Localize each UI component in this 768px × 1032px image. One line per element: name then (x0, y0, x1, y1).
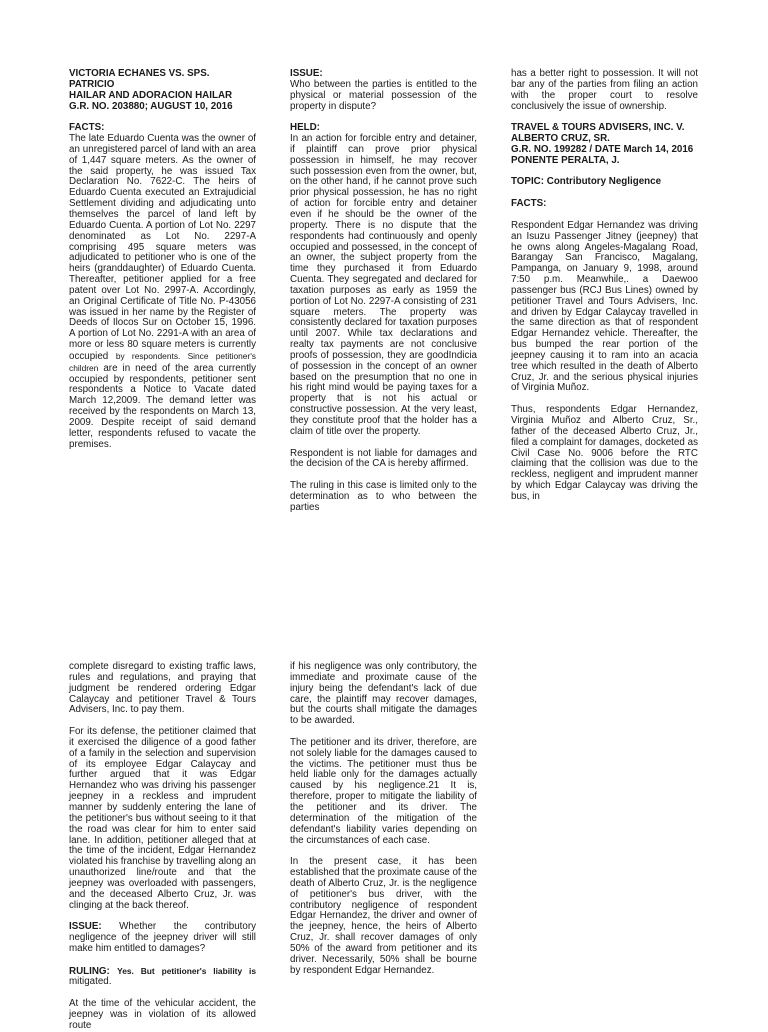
continuation-paragraph: has a better right to possession. It will not bar any of the parties from filing an action with the proper court to resolve conclusively the issue of ownership. (511, 68, 698, 112)
ruling-limit-paragraph: The ruling in this case is limited only to the determination as to who between the parties (290, 480, 477, 513)
ruling-heading: RULING: (69, 965, 110, 977)
case-title-line-2: HAILAR AND ADORACION HAILAR (69, 89, 233, 101)
liability-paragraph: The petitioner and its driver, therefore, are not solely liable for the damages caused to the victims. The petitioner must thus be held liable only for the damages actually caused by his negligence.21 It is, therefore, proper to mitigate the liability of the petitioner and its driver. The determination of the mitigation of the defendant's liability varies depending on the circumstances of each case. (290, 736, 477, 846)
case2-title-line-2: ALBERTO CRUZ, SR. (511, 133, 610, 145)
case2-title-line-1: TRAVEL & TOURS ADVISERS, INC. V. (511, 122, 685, 134)
case2-title-line-3: G.R. NO. 199282 / DATE March 14, 2016 (511, 143, 694, 155)
case2-facts-paragraph: Respondent Edgar Hernandez was driving an Isuzu Passenger Jitney (jeepney) that he owns along Angeles-Magalang Road, Barangay San Francisco, Magalang, Pampanga, on January 9, 1998, around 7:50 p.m. Meanwhile,. a Daewoo passenger bus (RCJ Bus Lines) owned by petitioner Travel and Tours Advisers, Inc. and driven by Edgar Calaycay travelled in the same direction as that of respondent Edgar Hernandez vehicle. Thereafter, the bus bumped the rear portion of the jeepney causing it to ram into an acacia tree which resulted in the death of Alberto Cruz, Jr. and the serious physical injuries of Virginia Muñoz. (511, 219, 698, 394)
topic-heading: TOPIC: Contributory Negligence (511, 176, 662, 188)
contributory-paragraph: if his negligence was only contributory, the immediate and proximate cause of the injury being the defendant's lack of due care, the plaintiff may recover damages, but the courts shall mitigate the damages to be awarded. (290, 661, 477, 727)
case-title-line-1: VICTORIA ECHANES VS. SPS. PATRICIO (69, 68, 210, 90)
facts-paragraph (69, 134, 256, 450)
issue-paragraph: Who between the parties is entitled to the physical or material possession of the property in dispute? (290, 78, 477, 112)
page2-column-1 (69, 662, 256, 1032)
case-title-line-3: G.R. NO. 203880; AUGUST 10, 2016 (69, 100, 233, 112)
issue-heading: ISSUE: (69, 921, 102, 933)
document-page-1 (0, 0, 768, 512)
issue-text: Whether the contributory negligence of the jeepney driver will still make him entitled to damages? (69, 921, 256, 954)
present-case-paragraph: In the present case, it has been established that the proximate cause of the death of Alberto Cruz, Jr. is the negligence of petitioner's bus driver, with the contributory negligence of respondent Edgar Hernandez, the driver and owner of the jeepney, hence, the heirs of Alberto Cruz, Jr. shall recover damages of only 50% of the award from petitioner and its driver. Necessarily, 50% shall be bourne by respondent Edgar Hernandez. (290, 856, 477, 976)
respondent-paragraph: Respondent is not liable for damages and the decision of the CA is hereby affirmed. (290, 447, 477, 470)
case2-complaint-paragraph: Thus, respondents Edgar Hernandez, Virginia Muñoz and Alberto Cruz, Sr., father of the deceased Alberto Cruz, Jr., filed a complaint for damages, docketed as Civil Case No. 9006 before the RTC claiming that the collision was due to the reckless, negligent and imprudent manner by which Edgar Calaycay was driving the bus, in (511, 404, 698, 502)
facts-text: The late Eduardo Cuenta was the owner of an unregistered parcel of land with an area of 1,447 square meters. As the owner of the said property, he was issued Tax Declaration No. 7622-C. The heirs of Eduardo Cuenta executed an Extrajudicial Settlement dividing and adjudicating unto themselves the parcel of land left by Eduardo Cuenta. A portion of Lot No. 2297 denominated as Lot No. 2297-A comprising 495 square meters was adjudicated to petitioner who is one of the heirs (granddaughter) of Eduardo Cuenta. Thereafter, petitioner applied for a free patent over Lot No. 2997-A. Accordingly, an Original Certificate of Title No. P-43056 was issued in her name by the Register of Deeds of Ilocos Sur on October 15, 1996. A portion of Lot No. 2291-A with an area of more or less 80 square meters is currently occupied (69, 133, 256, 362)
continuation-paragraph: complete disregard to existing traffic laws, rules and regulations, and praying that judgment be rendered ordering Edgar Calaycay and petitioner Travel & Tours Advisers, Inc. to pay them. (69, 661, 256, 716)
issue-paragraph (69, 922, 256, 955)
page1-column-1 (69, 69, 256, 451)
facts-text-small: by respondents. Since petitioner's children (69, 350, 256, 373)
accident-paragraph: At the time of the vehicular accident, the jeepney was in violation of its allowed route (69, 998, 256, 1031)
defense-paragraph: For its defense, the petitioner claimed that it exercised the diligence of a good father of a family in the selection and supervision of its employee Edgar Calaycay and further argued that it was Edgar Hernandez who was driving his passenger jeepney in a reckless and imprudent manner by suddenly entering the lane of the petitioner's bus without seeing to it that the road was clear for him to enter said lane. In addition, petitioner alleged that at the time of the incident, Edgar Hernandez violated his franchise by travelling along an unauthorized line/route and that the jeepney was overloaded with passengers, and the deceased Alberto Cruz, Jr. was clinging at the back thereof. (69, 726, 256, 911)
facts-text-continued: are in need of the area currently occupied by respondents, petitioner sent respondents a Notice to Vacate dated March 12,2009. The demand letter was received by the respondents on March 13, 2009. Despite receipt of said demand letter, respondents refused to vacate the premises. (69, 362, 256, 450)
issue-heading: ISSUE: (290, 68, 323, 79)
ruling-text-small: Yes. But petitioner's liability is (117, 965, 256, 976)
case2-facts-heading: FACTS: (511, 198, 547, 210)
ruling-text: mitigated. (69, 976, 112, 988)
held-heading: HELD: (290, 122, 320, 134)
page2-column-2 (290, 662, 477, 976)
held-paragraph: In an action for forcible entry and detainer, if plaintiff can prove prior physical possession in himself, he may recover such possession even from the owner, but, on the other hand, if he cannot prove such prior physical possession, he has no right of action for forcible entry and detainer even if he should be the owner of the property. There is no dispute that the respondents had continuously and openly occupied and possessed, in the concept of an owner, the subject property from the time they purchased it from Eduardo Cuenta. They segregated and declared for taxation purposes as early as 1959 the portion of Lot No. 2297-A consisting of 231 square meters. The property was consistently declared for taxation purposes until 2007. While tax declarations and realty tax payments are not conclusive proofs of possession, they are goodIndicia of possession in the concept of an owner based on the presumption that no one in his right mind would be paying taxes for a property that is not his actual or constructive possession. At the very least, they constitute proof that the holder has a claim of title over the property. (290, 133, 477, 437)
facts-heading: FACTS: (69, 122, 105, 134)
case2-title-line-4: PONENTE PERALTA, J. (511, 154, 620, 166)
ruling-paragraph (69, 966, 256, 989)
page1-column-3 (511, 69, 698, 503)
document-page-2 (0, 512, 768, 1031)
page1-column-2 (290, 69, 477, 514)
